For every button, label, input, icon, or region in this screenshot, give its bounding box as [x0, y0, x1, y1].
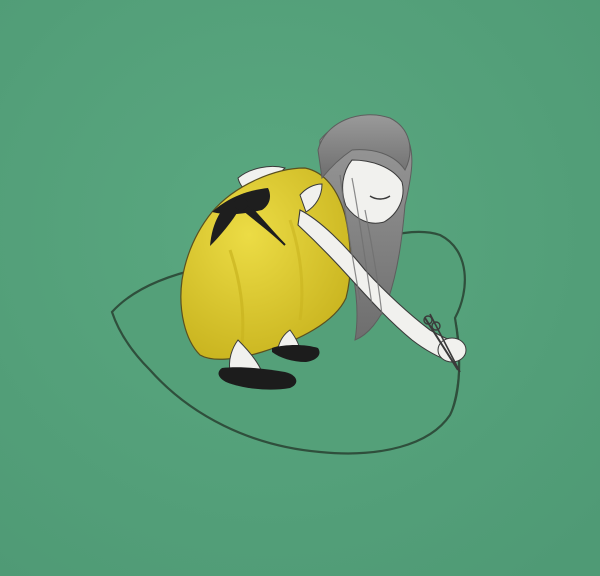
- girl-hand: [438, 338, 466, 362]
- bow-knot: [234, 198, 248, 210]
